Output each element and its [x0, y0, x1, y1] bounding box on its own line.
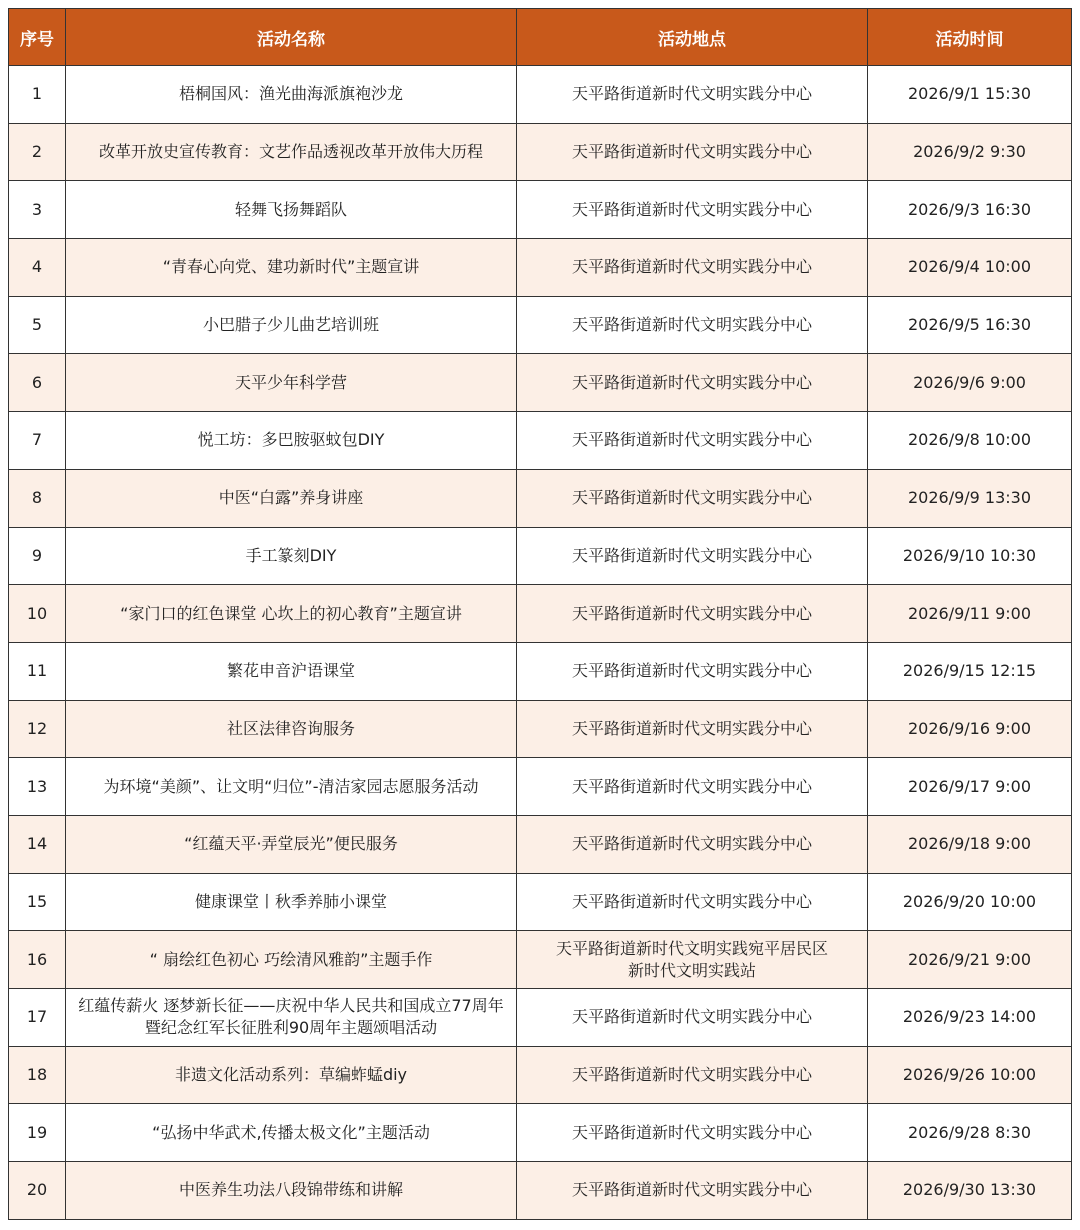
cell-activity-name [66, 296, 517, 354]
table-row [9, 642, 1072, 700]
activity-location-line: 天平路街道新时代文明实践分中心 [571, 257, 812, 277]
cell-activity-location [517, 296, 868, 354]
activity-name-line: “ 扇绘红色初心 巧绘清风雅韵”主题手作 [149, 949, 433, 969]
activity-name-line: 手工篆刻DIY [245, 545, 337, 565]
cell-activity-location [517, 585, 868, 643]
cell-activity-location [517, 700, 868, 758]
table-row [9, 527, 1072, 585]
activity-name-line: 繁花申音沪语课堂 [226, 661, 355, 681]
cell-index: 15 [9, 873, 66, 931]
table-row [9, 873, 1072, 931]
activity-location-line: 新时代文明实践站 [627, 960, 756, 980]
cell-activity-time: 2026/9/10 10:30 [868, 527, 1072, 585]
table-row [9, 1104, 1072, 1162]
cell-activity-name [66, 1162, 517, 1220]
table-row [9, 989, 1072, 1047]
cell-activity-location [517, 873, 868, 931]
cell-index: 1 [9, 66, 66, 124]
cell-index: 17 [9, 989, 66, 1047]
activity-name-line: 悦工坊：多巴胺驱蚊包DIY [197, 430, 385, 450]
activity-name-line: 中医养生功法八段锦带练和讲解 [178, 1180, 403, 1200]
table-row [9, 412, 1072, 470]
activity-location-line: 天平路街道新时代文明实践宛平居民区 [555, 938, 828, 958]
cell-activity-location [517, 931, 868, 989]
cell-activity-name [66, 989, 517, 1047]
cell-activity-name [66, 642, 517, 700]
cell-activity-location [517, 1104, 868, 1162]
cell-activity-time: 2026/9/18 9:00 [868, 815, 1072, 873]
cell-index: 8 [9, 469, 66, 527]
table-row [9, 181, 1072, 239]
activity-location-line: 天平路街道新时代文明实践分中心 [571, 545, 812, 565]
cell-activity-name [66, 123, 517, 181]
cell-activity-name [66, 1104, 517, 1162]
table-row [9, 758, 1072, 816]
cell-activity-time: 2026/9/8 10:00 [868, 412, 1072, 470]
activity-name-line: 为环境“美颜”、让文明“归位”-清洁家园志愿服务活动 [103, 776, 479, 796]
activity-location-line: 天平路街道新时代文明实践分中心 [571, 891, 812, 911]
activity-location-line: 天平路街道新时代文明实践分中心 [571, 1122, 812, 1142]
activity-location-line: 天平路街道新时代文明实践分中心 [571, 1180, 812, 1200]
cell-activity-time: 2026/9/23 14:00 [868, 989, 1072, 1047]
table-header-row [9, 9, 1072, 66]
activity-location-line: 天平路街道新时代文明实践分中心 [571, 372, 812, 392]
cell-activity-time: 2026/9/17 9:00 [868, 758, 1072, 816]
cell-index: 11 [9, 642, 66, 700]
table-row [9, 239, 1072, 297]
cell-activity-time: 2026/9/21 9:00 [868, 931, 1072, 989]
cell-index: 12 [9, 700, 66, 758]
cell-activity-location [517, 1046, 868, 1104]
activity-location-line: 天平路街道新时代文明实践分中心 [571, 199, 812, 219]
cell-index: 5 [9, 296, 66, 354]
cell-activity-location [517, 354, 868, 412]
cell-activity-location [517, 989, 868, 1047]
activity-location-line: 天平路街道新时代文明实践分中心 [571, 718, 812, 738]
cell-activity-name [66, 700, 517, 758]
activity-location-line: 天平路街道新时代文明实践分中心 [571, 834, 812, 854]
activity-name-line: 非遗文化活动系列：草编蚱蜢diy [174, 1065, 408, 1085]
cell-activity-name [66, 873, 517, 931]
cell-index: 19 [9, 1104, 66, 1162]
cell-index: 10 [9, 585, 66, 643]
activity-name-line: 小巴腊子少儿曲艺培训班 [202, 315, 379, 335]
table-row [9, 815, 1072, 873]
cell-index: 18 [9, 1046, 66, 1104]
cell-activity-time: 2026/9/26 10:00 [868, 1046, 1072, 1104]
activity-name-line: 红蕴传薪火 逐梦新长征——庆祝中华人民共和国成立77周年 [78, 996, 504, 1016]
cell-activity-time: 2026/9/30 13:30 [868, 1162, 1072, 1220]
cell-activity-time: 2026/9/15 12:15 [868, 642, 1072, 700]
activity-name-line: “弘扬中华武术,传播太极文化”主题活动 [152, 1122, 430, 1142]
activity-name-line: 梧桐国风：渔光曲海派旗袍沙龙 [178, 84, 403, 104]
cell-index: 9 [9, 527, 66, 585]
table-row [9, 354, 1072, 412]
table-body [9, 66, 1072, 1220]
table-row [9, 66, 1072, 124]
activity-name-line: 健康课堂丨秋季养肺小课堂 [194, 891, 387, 911]
cell-activity-location [517, 469, 868, 527]
cell-activity-location [517, 758, 868, 816]
cell-activity-time: 2026/9/4 10:00 [868, 239, 1072, 297]
table-row [9, 296, 1072, 354]
cell-activity-location [517, 815, 868, 873]
cell-index: 20 [9, 1162, 66, 1220]
cell-index: 3 [9, 181, 66, 239]
table-row [9, 469, 1072, 527]
activity-name-line: 中医“白露”养身讲座 [218, 488, 364, 508]
cell-activity-time: 2026/9/3 16:30 [868, 181, 1072, 239]
activity-location-line: 天平路街道新时代文明实践分中心 [571, 84, 812, 104]
cell-activity-location [517, 642, 868, 700]
activity-location-line: 天平路街道新时代文明实践分中心 [571, 488, 812, 508]
header-activity-location: 活动地点 [517, 9, 868, 66]
cell-activity-location [517, 239, 868, 297]
activity-location-line: 天平路街道新时代文明实践分中心 [571, 661, 812, 681]
activity-location-line: 天平路街道新时代文明实践分中心 [571, 315, 812, 335]
cell-activity-name [66, 181, 517, 239]
cell-index: 13 [9, 758, 66, 816]
header-activity-name: 活动名称 [66, 9, 517, 66]
activity-name-line: “红蕴天平·弄堂辰光”便民服务 [184, 834, 398, 854]
cell-activity-time: 2026/9/28 8:30 [868, 1104, 1072, 1162]
cell-activity-location [517, 66, 868, 124]
cell-activity-name [66, 66, 517, 124]
cell-activity-location [517, 412, 868, 470]
activity-name-line: 轻舞飞扬舞蹈队 [234, 199, 347, 219]
table-row [9, 700, 1072, 758]
activity-name-line: 暨纪念红军长征胜利90周年主题颂唱活动 [144, 1018, 438, 1038]
activity-name-line: 天平少年科学营 [234, 372, 347, 392]
activity-name-line: “家门口的红色课堂 心坎上的初心教育”主题宣讲 [120, 603, 462, 623]
cell-activity-name [66, 527, 517, 585]
header-activity-time: 活动时间 [868, 9, 1072, 66]
activity-location-line: 天平路街道新时代文明实践分中心 [571, 142, 812, 162]
table-row [9, 931, 1072, 989]
table-row [9, 1046, 1072, 1104]
cell-index: 7 [9, 412, 66, 470]
cell-index: 6 [9, 354, 66, 412]
activity-location-line: 天平路街道新时代文明实践分中心 [571, 1065, 812, 1085]
cell-activity-name [66, 931, 517, 989]
cell-activity-time: 2026/9/2 9:30 [868, 123, 1072, 181]
cell-activity-time: 2026/9/11 9:00 [868, 585, 1072, 643]
cell-activity-time: 2026/9/5 16:30 [868, 296, 1072, 354]
cell-activity-location [517, 181, 868, 239]
cell-activity-time: 2026/9/6 9:00 [868, 354, 1072, 412]
cell-activity-time: 2026/9/9 13:30 [868, 469, 1072, 527]
cell-activity-location [517, 527, 868, 585]
activity-table-container [8, 8, 1071, 1220]
table-row [9, 123, 1072, 181]
cell-activity-location [517, 123, 868, 181]
activity-location-line: 天平路街道新时代文明实践分中心 [571, 776, 812, 796]
cell-activity-name [66, 585, 517, 643]
cell-index: 14 [9, 815, 66, 873]
cell-index: 4 [9, 239, 66, 297]
table-row [9, 585, 1072, 643]
cell-activity-time: 2026/9/1 15:30 [868, 66, 1072, 124]
cell-activity-name [66, 354, 517, 412]
activity-name-line: “青春心向党、建功新时代”主题宣讲 [162, 257, 420, 277]
activity-name-line: 社区法律咨询服务 [226, 718, 355, 738]
cell-index: 16 [9, 931, 66, 989]
cell-activity-name [66, 239, 517, 297]
cell-activity-name [66, 815, 517, 873]
header-index: 序号 [9, 9, 66, 66]
cell-activity-name [66, 412, 517, 470]
activity-location-line: 天平路街道新时代文明实践分中心 [571, 603, 812, 623]
cell-activity-name [66, 758, 517, 816]
cell-activity-name [66, 469, 517, 527]
cell-activity-location [517, 1162, 868, 1220]
cell-index: 2 [9, 123, 66, 181]
activity-schedule-table [8, 8, 1072, 1220]
cell-activity-name [66, 1046, 517, 1104]
table-row [9, 1162, 1072, 1220]
activity-name-line: 改革开放史宣传教育：文艺作品透视改革开放伟大历程 [98, 142, 483, 162]
activity-location-line: 天平路街道新时代文明实践分中心 [571, 430, 812, 450]
cell-activity-time: 2026/9/20 10:00 [868, 873, 1072, 931]
cell-activity-time: 2026/9/16 9:00 [868, 700, 1072, 758]
activity-location-line: 天平路街道新时代文明实践分中心 [571, 1007, 812, 1027]
